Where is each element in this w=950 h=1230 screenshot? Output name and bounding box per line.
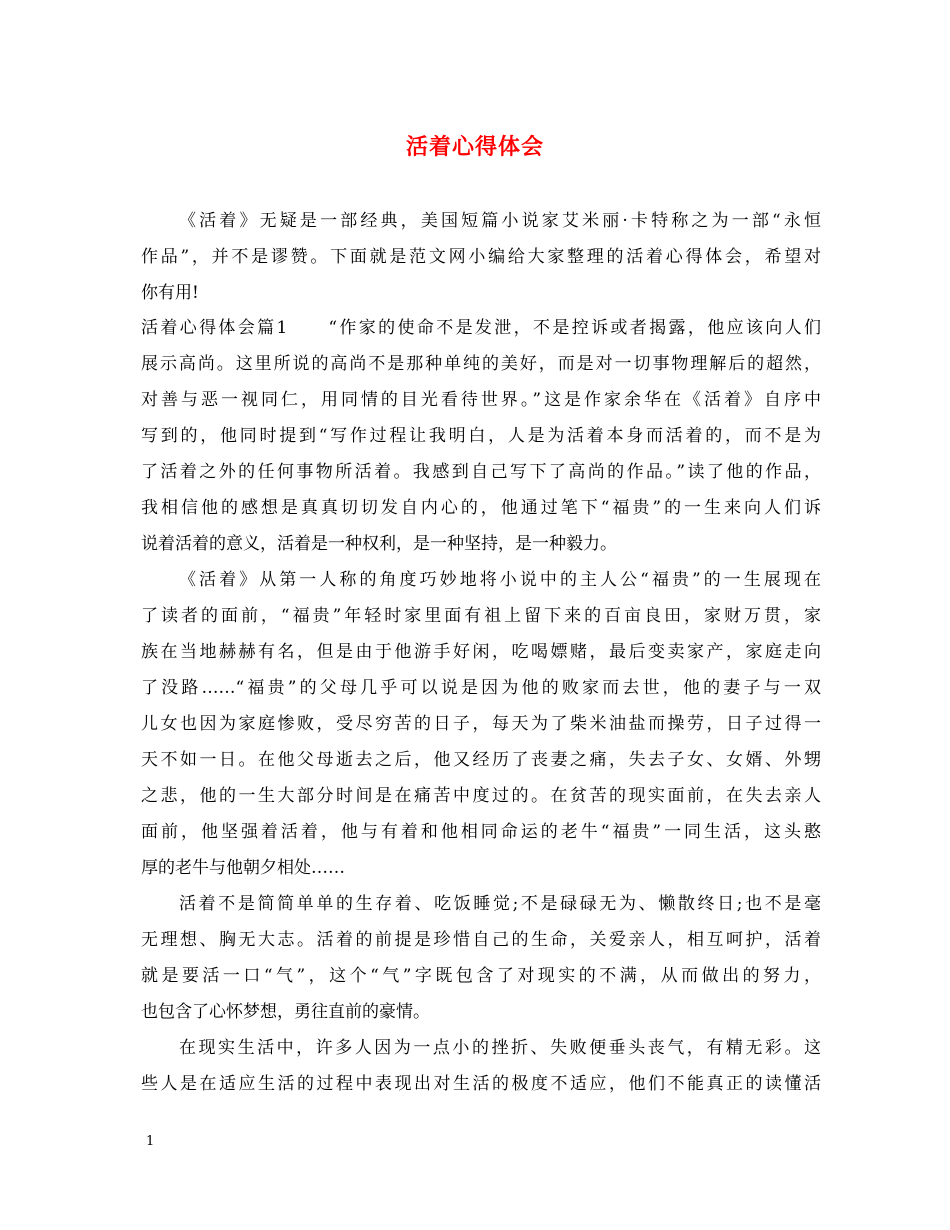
paragraph-line: 儿女也因为家庭惨败，受尽穷苦的日子，每天为了柴米油盐而操劳，日子过得一 [141, 714, 821, 734]
paragraph-line: 厚的老牛与他朝夕相处…… [141, 858, 345, 878]
paragraph-line: 也包含了心怀梦想，勇往直前的豪情。 [141, 1002, 430, 1022]
paragraph-line: 无理想、胸无大志。活着的前提是珍惜自己的生命，关爱亲人，相互呵护，活着 [141, 930, 821, 950]
paragraph-line: 写到的，他同时提到“写作过程让我明白，人是为活着本身而活着的，而不是为 [141, 426, 821, 446]
paragraph-line: 我相信他的感想是真真切切发自内心的，他通过笔下“福贵”的一生来向人们诉 [141, 498, 821, 518]
paragraph-line: 就是要活一口“气”，这个“气”字既包含了对现实的不满，从而做出的努力， [141, 966, 821, 986]
paragraph-line: 了没路……“福贵”的父母几乎可以说是因为他的败家而去世，他的妻子与一双 [141, 678, 821, 698]
paragraph-line: 展示高尚。这里所说的高尚不是那种单纯的美好，而是对一切事物理解后的超然， [141, 354, 821, 374]
paragraph-line: 族在当地赫赫有名，但是由于他游手好闲，吃喝嫖赌，最后变卖家产，家庭走向 [141, 642, 821, 662]
paragraph-line: 你有用! [141, 283, 199, 303]
paragraph-line: 《活着》从第一人称的角度巧妙地将小说中的主人公“福贵”的一生展现在 [179, 570, 821, 590]
paragraph-line: 对善与恶一视同仁，用同情的目光看待世界。”这是作家余华在《活着》自序中 [141, 390, 821, 410]
paragraph-line: 在现实生活中，许多人因为一点小的挫折、失败便垂头丧气，有精无彩。这 [179, 1038, 821, 1058]
document-title: 活着心得体会 [405, 134, 544, 160]
paragraph-line: 面前，他坚强着活着，他与有着和他相同命运的老牛“福贵”一同生活，这头憨 [141, 822, 821, 842]
paragraph-line: 了活着之外的任何事物所活着。我感到自己写下了高尚的作品。”读了他的作品， [141, 462, 821, 482]
paragraph-line: 之悲，他的一生大部分时间是在痛苦中度过的。在贫苦的现实面前，在失去亲人 [141, 786, 821, 806]
paragraph-line: 些人是在适应生活的过程中表现出对生活的极度不适应，他们不能真正的读懂活 [141, 1074, 821, 1094]
paragraph-line: 《活着》无疑是一部经典，美国短篇小说家艾米丽·卡特称之为一部“永恒 [179, 211, 821, 231]
page-number: 1 [146, 1134, 155, 1149]
paragraph-line: 活着心得体会篇1 “作家的使命不是发泄，不是控诉或者揭露，他应该向人们 [141, 318, 821, 338]
paragraph-line: 了读者的面前，“福贵”年轻时家里面有祖上留下来的百亩良田，家财万贯，家 [141, 606, 821, 626]
paragraph-line: 说着活着的意义，活着是一种权利，是一种坚持，是一种毅力。 [141, 534, 617, 554]
paragraph-line: 活着不是简简单单的生存着、吃饭睡觉;不是碌碌无为、懒散终日;也不是毫 [179, 894, 821, 914]
paragraph-line: 天不如一日。在他父母逝去之后，他又经历了丧妻之痛，失去子女、女婿、外甥 [141, 750, 821, 770]
paragraph-line: 作品”，并不是谬赞。下面就是范文网小编给大家整理的活着心得体会，希望对 [141, 247, 821, 267]
